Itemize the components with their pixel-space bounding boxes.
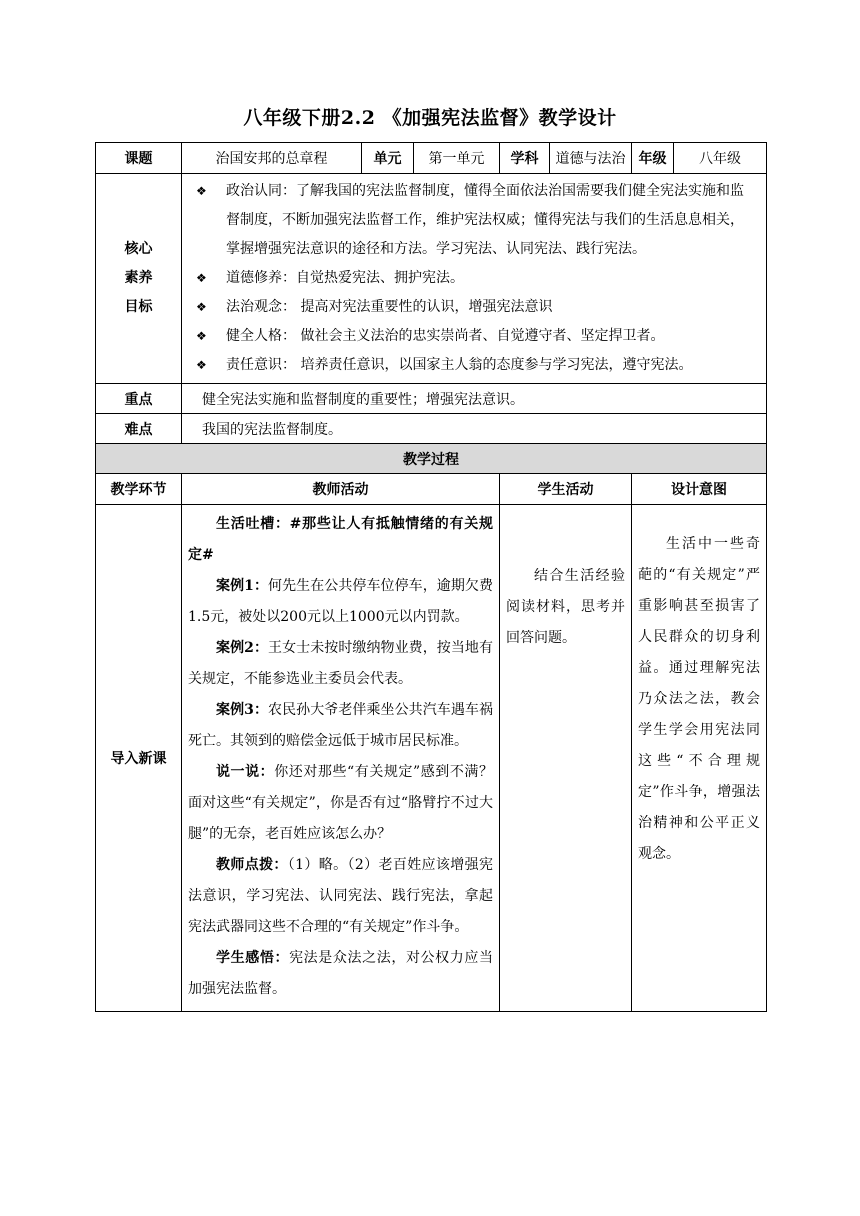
lesson-plan-table <box>95 142 767 1012</box>
teacher-activity <box>182 505 500 1012</box>
case-3: 案例3：农民孙大爷老伴乘坐公共汽车遇车祸死亡。其领到的赔偿金远低于城市居民标准。 <box>188 702 494 749</box>
diamond-bullet-icon: ❖ <box>196 329 207 343</box>
topic-value: 治国安邦的总章程 <box>182 143 362 174</box>
student-reflection: 学生感悟：宪法是众法之法，对公权力应当加强宪法监督。 <box>188 950 494 997</box>
goal-item <box>192 322 754 351</box>
diamond-bullet-icon: ❖ <box>196 300 207 314</box>
page-title: 八年级下册2.2 《加强宪法监督》教学设计 <box>243 107 617 129</box>
goal-item <box>192 293 754 322</box>
unit-label: 单元 <box>362 143 414 174</box>
col-intent: 设计意图 <box>632 474 767 505</box>
difficult-point-row <box>96 414 767 444</box>
process-heading-row <box>96 444 767 474</box>
goal-item <box>192 351 754 380</box>
process-content-row <box>96 505 767 1012</box>
teacher-guide: 教师点拨：（1）略。（2）老百姓应该增强宪法意识，学习宪法、认同宪法、践行宪法，拿起宪法武器同这些不合理的“有关规定”作斗争。 <box>188 857 493 935</box>
core-label-line-3: 目标 <box>124 299 153 315</box>
diamond-bullet-icon: ❖ <box>196 184 207 198</box>
goal-text: 道德修养：自觉热爱宪法、拥护宪法。 <box>226 270 464 286</box>
student-activity: 结合生活经验阅读材料，思考并回答问题。 <box>500 505 632 1012</box>
goal-text: 法治观念： 提高对宪法重要性的认识，增强宪法意识 <box>226 299 553 315</box>
goal-item <box>192 264 754 293</box>
diamond-bullet-icon: ❖ <box>196 271 207 285</box>
core-label-line-2: 素养 <box>124 270 153 286</box>
header-row <box>96 143 767 174</box>
life-title: 生活吐槽：#那些让人有抵触情绪的有关规定# <box>188 516 493 563</box>
topic-label: 课题 <box>96 143 182 174</box>
col-teacher: 教师活动 <box>182 474 500 505</box>
core-label-line-1: 核心 <box>124 241 153 257</box>
subject-label: 学科 <box>500 143 550 174</box>
core-goals <box>182 174 767 384</box>
difficult-point-label: 难点 <box>96 414 182 444</box>
design-intent: 生活中一些奇葩的“有关规定”严重影响甚至损害了人民群众的切身利益。通过理解宪法乃众法之法，教会学生学会用宪法同这些“不合理规定”作斗争，增强法治精神和公平正义观念。 <box>632 505 767 1012</box>
case-1: 案例1：何先生在公共停车位停车，逾期欠费1.5元，被处以200元以上1000元以内罚款。 <box>188 578 494 625</box>
key-point-row <box>96 384 767 414</box>
grade-value: 八年级 <box>674 143 767 174</box>
case-2: 案例2：王女士未按时缴纳物业费，按当地有关规定，不能参选业主委员会代表。 <box>188 640 494 687</box>
core-label <box>96 174 182 384</box>
stage-label: 导入新课 <box>96 505 182 1012</box>
goal-text: 政治认同：了解我国的宪法监督制度，懂得全面依法治国需要我们健全宪法实施和监督制度，不断加强宪法监督工作，维护宪法权威；懂得宪法与我们的生活息息相关，掌握增强宪法意识的途径和方法。学习宪法、认同宪法、践行宪法。 <box>226 183 744 257</box>
difficult-point-value: 我国的宪法监督制度。 <box>182 414 767 444</box>
unit-value: 第一单元 <box>414 143 500 174</box>
key-point-value: 健全宪法实施和监督制度的重要性；增强宪法意识。 <box>182 384 767 414</box>
process-columns-row <box>96 474 767 505</box>
grade-label: 年级 <box>632 143 674 174</box>
key-point-label: 重点 <box>96 384 182 414</box>
diamond-bullet-icon: ❖ <box>196 358 207 372</box>
process-heading: 教学过程 <box>96 444 767 474</box>
goal-text: 健全人格： 做社会主义法治的忠实崇尚者、自觉遵守者、坚定捍卫者。 <box>226 328 665 344</box>
goal-text: 责任意识： 培养责任意识，以国家主人翁的态度参与学习宪法，遵守宪法。 <box>226 357 693 373</box>
col-student: 学生活动 <box>500 474 632 505</box>
goal-item <box>192 177 754 264</box>
col-stage: 教学环节 <box>96 474 182 505</box>
core-row <box>96 174 767 384</box>
say-a-word: 说一说：你还对那些“有关规定”感到不满？面对这些“有关规定”，你是否有过“胳臂拧不过大腿”的无奈，老百姓应该怎么办？ <box>188 764 493 842</box>
subject-value: 道德与法治 <box>550 143 632 174</box>
